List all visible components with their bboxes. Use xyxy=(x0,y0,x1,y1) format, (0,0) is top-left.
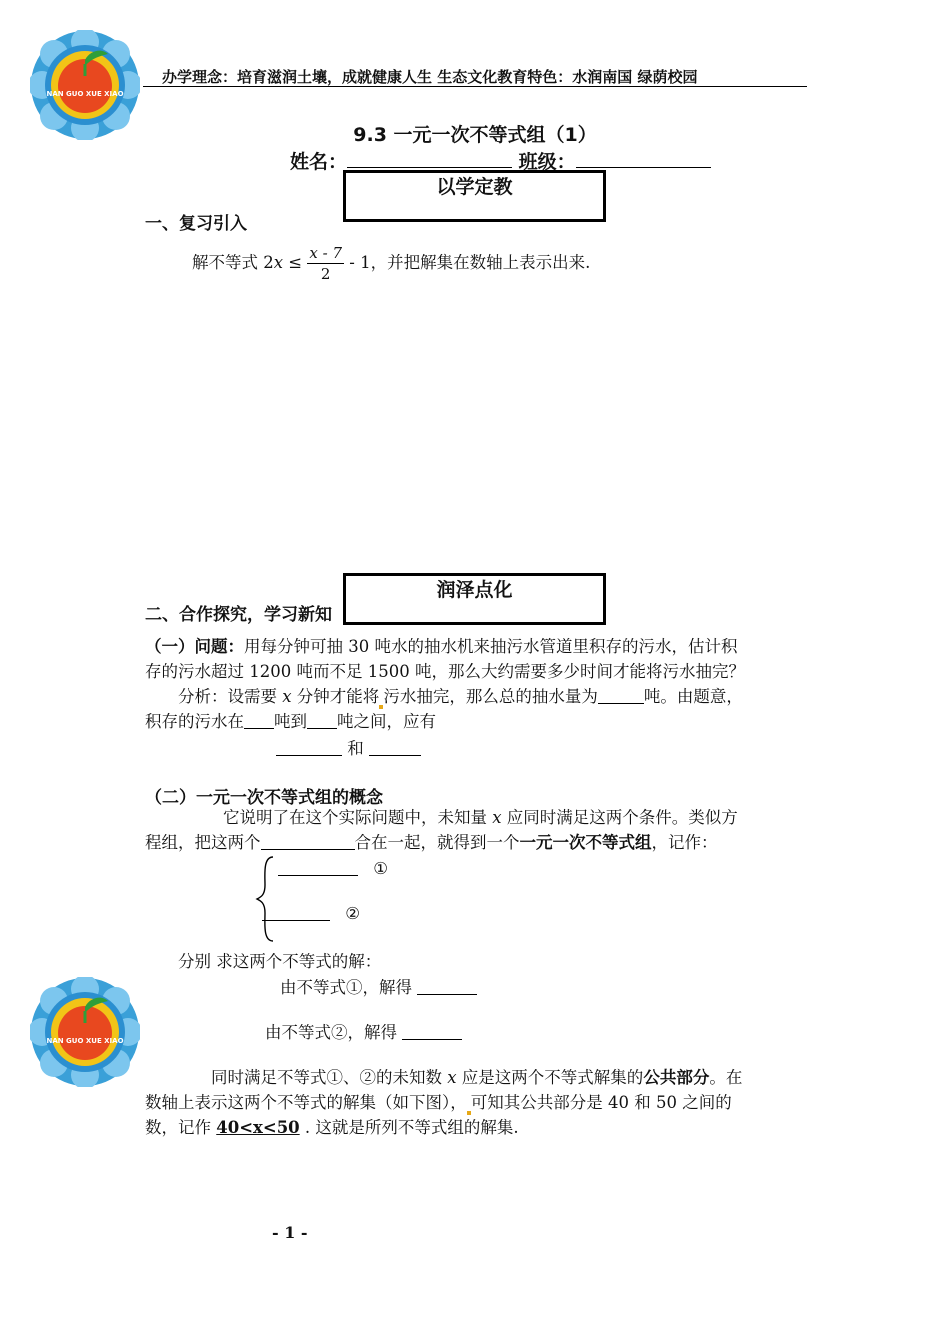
section1-heading: 一、复习引入 xyxy=(145,214,247,234)
concept-term: 一元一次不等式组 xyxy=(519,833,652,852)
problem-line2: 存的污水超过 1200 吨而不足 1500 吨，那么大约需要多少时间才能将污水抽完？ xyxy=(145,662,745,681)
fraction xyxy=(307,243,344,284)
section2-heading: 二、合作探究，学习新知 xyxy=(145,605,332,625)
solution2-row xyxy=(265,1019,462,1043)
solution2-label: 由不等式②，解得 xyxy=(265,1023,403,1042)
concept-text: 应同时满足这两个条件。类似方 xyxy=(501,808,738,827)
analysis-text: 吨之间，应有 xyxy=(337,712,436,731)
concept-text: 合在一起，就得到一个 xyxy=(354,833,520,852)
common-term: 公共部分 xyxy=(643,1068,710,1087)
analysis-text: 吨。由题意， xyxy=(643,687,743,706)
system-row2 xyxy=(262,903,360,923)
class-blank[interactable] xyxy=(576,149,711,168)
var-x: x xyxy=(282,687,292,706)
box-enlighten: 润泽点化 xyxy=(343,573,606,625)
problem-label: （一）问题： xyxy=(145,637,244,656)
and-word: 和 xyxy=(347,739,364,758)
review-question xyxy=(192,243,590,284)
concept-text: 它说明了在这个实际问题中，未知量 xyxy=(223,808,493,827)
name-label: 姓名： xyxy=(290,151,348,173)
header-rule xyxy=(143,86,807,87)
system-blank2[interactable] xyxy=(262,903,330,921)
lower-blank[interactable] xyxy=(244,711,274,729)
solution-set: 40<x<50 xyxy=(216,1118,300,1137)
system-blank1[interactable] xyxy=(278,858,358,876)
concept-paragraph xyxy=(145,805,815,855)
logo-text: NAN GUO XUE XIAO xyxy=(46,1037,124,1045)
review-text-end: - 1，并把解集在数轴上表示出来. xyxy=(349,253,591,272)
circled-two: ② xyxy=(345,904,361,923)
common-text: 应是这两个不等式解集的 xyxy=(456,1068,644,1087)
analysis-text: 分析：设需要 xyxy=(178,687,283,706)
inequality1-blank[interactable] xyxy=(276,738,342,756)
solution1-label: 由不等式①，解得 xyxy=(280,978,418,997)
total-blank[interactable] xyxy=(598,686,644,704)
inequality2-blank[interactable] xyxy=(369,738,421,756)
page-title: 9.3 一元一次不等式组（1） xyxy=(353,124,597,146)
solution1-blank[interactable] xyxy=(417,977,477,995)
var-x: x xyxy=(447,1068,457,1087)
name-blank[interactable] xyxy=(347,149,512,168)
upper-blank[interactable] xyxy=(307,711,337,729)
common-text: . 这就是所列不等式组的解集. xyxy=(299,1118,519,1137)
analysis-text: 污水抽完，那么总的抽水量为 xyxy=(383,687,598,706)
fraction-denominator: 2 xyxy=(320,265,331,283)
analysis-text: 积存的污水在 xyxy=(145,712,244,731)
page-number: - 1 - xyxy=(272,1223,308,1242)
logo-text: NAN GUO XUE XIAO xyxy=(46,90,124,98)
section3-heading: （二）一元一次不等式组的概念 xyxy=(145,788,383,808)
solution1-row xyxy=(280,974,477,998)
concept-text: 程组，把这两个 xyxy=(145,833,261,852)
analysis-text: 吨到 xyxy=(274,712,307,731)
circled-one: ① xyxy=(373,859,389,878)
var-x: x xyxy=(273,253,284,272)
conditions-blank[interactable] xyxy=(261,832,355,850)
common-text: 可知其公共部分是 40 和 50 之间的 xyxy=(470,1093,732,1112)
common-text: 数，记作 xyxy=(145,1118,217,1137)
var-x: x xyxy=(492,808,502,827)
common-text: 同时满足不等式①、②的未知数 xyxy=(211,1068,448,1087)
problem-line1: 用每分钟可抽 30 吨水的抽水机来抽污水管道里积存的污水，估计积 xyxy=(244,637,738,656)
system-row1 xyxy=(278,858,388,878)
school-logo-2 xyxy=(30,977,140,1087)
concept-text: ，记作： xyxy=(651,833,718,852)
problem-paragraph xyxy=(145,634,815,761)
fraction-numerator: x - 7 xyxy=(309,244,342,262)
class-label: 班级： xyxy=(518,151,576,173)
common-text: 。在 xyxy=(709,1068,743,1087)
le-sign: ≤ xyxy=(283,253,303,272)
common-text: 数轴上表示这两个不等式的解集（如下图）， xyxy=(145,1093,467,1112)
box-learn-to-teach: 以学定教 xyxy=(343,170,606,222)
common-part-paragraph xyxy=(145,1065,815,1140)
analysis-text: 分钟才能将 xyxy=(291,687,380,706)
review-text: 解不等式 2 xyxy=(192,253,274,272)
solution2-blank[interactable] xyxy=(402,1022,462,1040)
solve-intro: 分别 求这两个不等式的解： xyxy=(178,952,382,971)
header-motto: 办学理念：培育滋润土壤，成就健康人生 生态文化教育特色：水润南国 绿荫校园 xyxy=(162,68,698,86)
